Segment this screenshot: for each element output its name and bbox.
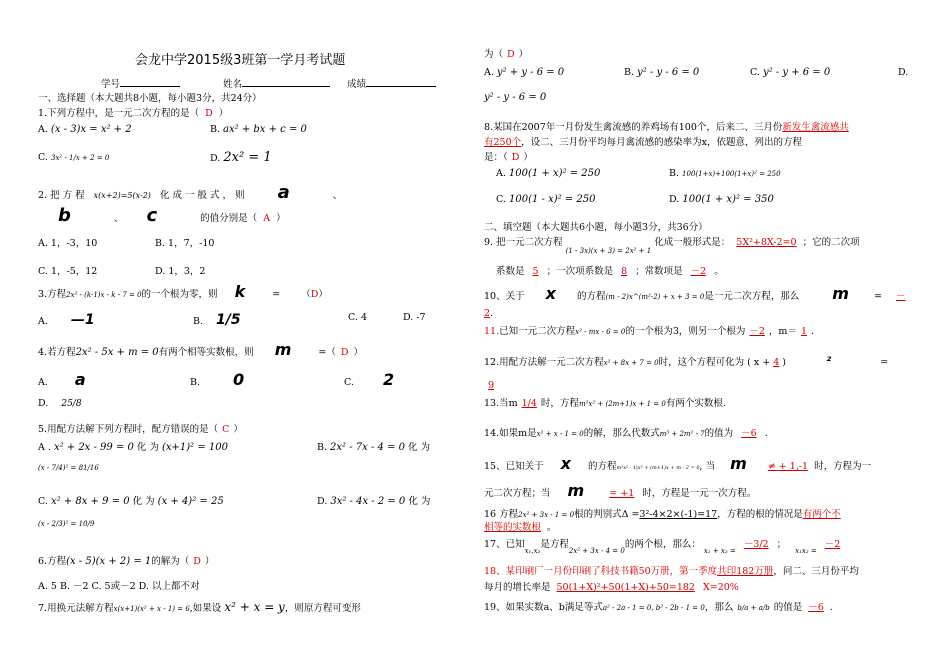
- question-14: 14.如果m是x² + x - 1 = 0的解，那么代数式m³ + 2m² - 7的值为 －6 .: [484, 428, 768, 439]
- question-6-stem: 6.方程(x - 5)(x + 2) = 1的解为（ D ）: [38, 556, 215, 567]
- question-9-line-2: 系数是 5 ；一次项系数是 8 ；常数项是 －2 。: [496, 266, 724, 277]
- q1-option-a: A. (x - 3)x = x² + 2: [38, 124, 132, 135]
- q8-option-d: D. 100(1 + x)² = 350: [669, 194, 774, 205]
- answer-10: －: [895, 291, 906, 302]
- answer-15-b: = +1: [609, 488, 635, 499]
- symbol-m: m: [274, 340, 292, 359]
- question-11: 11.已知一元二次方程x² - mx - 6 = 0的一个根为3，则另一个根为 －2 ，m＝ 1 .: [484, 326, 815, 337]
- q4-option-c: C. 2: [344, 370, 395, 389]
- q2-option-b: B. 1，7，-10: [155, 238, 215, 249]
- question-3-stem: 3.方程2x² - (k-1)x - k - 7 = 0的一个根为零，则 k = （D）: [38, 282, 328, 301]
- question-19: 19、如果实数a、b满足等式a² - 2a - 1 = 0, b² - 2b - 1 = 0，那么 b/a + a/b 的值是 －6 .: [484, 602, 833, 613]
- question-2-stem: 2. 把 方 程 x(x+2)=5(x-2) 化 成 一 般 式 ， 则 a 、: [38, 182, 343, 203]
- q7-option-a: A. y² + y - 6 = 0: [484, 67, 565, 78]
- answer-19: －6: [808, 602, 824, 613]
- answer-6: D: [193, 556, 201, 567]
- question-15-line-1: 15、已知关于 x 的方程m²x² - 1|x² + (m+1)x + m - 2 = 0, 当 m ≠ + 1,-1 时，方程为一: [484, 454, 872, 473]
- question-10-stem: 10、关于 x 的方程(m - 2)x^(m²-2) + x + 3 = 0是一元二次方程，那么 m = －: [484, 284, 906, 303]
- symbol-k: k: [234, 282, 246, 301]
- q7-option-b: B. y² - y - 6 = 0: [624, 67, 700, 78]
- answer-3: D: [310, 289, 319, 300]
- answer-4: D: [340, 347, 349, 358]
- answer-16-roots: 相等的实数根: [484, 522, 542, 533]
- q6-options: A. 5 B. －2 C. 5或－2 D. 以上都不对: [38, 581, 200, 592]
- q1-option-c: C. 3x² - 1/x + 2 = 0: [38, 152, 110, 163]
- q5-option-a: A . x² + 2x - 99 = 0 化 为 (x+1)² = 100: [38, 442, 228, 453]
- q7-option-c: C. y² - y + 6 = 0: [750, 67, 831, 78]
- question-16-line-2: 相等的实数根 。: [484, 522, 557, 533]
- answer-9-a: 5: [532, 266, 539, 277]
- student-no-label: 学号: [101, 79, 121, 90]
- answer-11-root: －2: [749, 326, 765, 337]
- symbol-b: b: [58, 205, 71, 226]
- student-no-blank[interactable]: [120, 77, 180, 87]
- q7-option-d-expr: y² - y - 6 = 0: [484, 92, 547, 103]
- question-18-line-2: 每月的增长率是 50(1+X)²+50(1+X)+50=182 X=20%: [484, 582, 739, 593]
- q7-option-d: D.: [898, 67, 909, 78]
- page-title: 会龙中学2015级3班第一学月考试题: [135, 53, 346, 68]
- q8-option-b: B. 100(1+x)+100(1+x)² = 250: [669, 168, 781, 179]
- q1-option-b: B. ax² + bx + c = 0: [210, 124, 307, 135]
- symbol-a: a: [277, 182, 290, 203]
- question-7-continued: 为（ D ）: [484, 49, 529, 60]
- answer-18-equation: 50(1+X)²+50(1+X)+50=182: [556, 582, 695, 593]
- q3-option-b: B. 1/5: [193, 312, 241, 328]
- q5-option-d: D. 3x² - 4x - 2 = 0 化 为: [317, 496, 431, 507]
- answer-16-discriminant: 3²-4×2×(-1)=17: [639, 509, 718, 520]
- name-label: 姓名: [223, 79, 243, 90]
- answer-13: 1/4: [521, 398, 537, 409]
- score-blank[interactable]: [366, 77, 436, 87]
- question-9-line-1: 9. 把一元二次方程 $_{(1 - 3x)(x + 3) = 2x^2 + 1}$ 化成一般形式是： 5X²+8X-2=0 ；它的二次项: [484, 237, 860, 255]
- question-12: 12.用配方法解一元二次方程x² + 8x + 7 = 0时，这个方程可化为 ( x + 4 ) ² =: [484, 354, 889, 368]
- question-10-answer-cont: 2.: [484, 308, 494, 319]
- q5-option-c: C. x² + 8x + 9 = 0 化 为 (x + 4)² = 25: [38, 496, 224, 507]
- question-16-line-1: 16 方程2x² + 3x - 1 = 0根的判别式Δ =3²-4×2×(-1)=17，方程的根的情况是有两个不: [484, 509, 841, 520]
- q4-option-a: A. a: [38, 370, 86, 389]
- answer-8: D: [511, 152, 520, 163]
- q4-option-d: D. 25/8: [38, 398, 82, 409]
- section-2-heading: 二、填空题（本大题共6小题，每小题3分，共36分）: [484, 222, 708, 233]
- question-17: 17、已知$_{x_1,x_2}$是方程$_{2x^2 + 3x - 4 = 0}$的两个根，那么： $_{x_1 + x_2 =}$－3/2 ； $_{x_1x_2 =}$－2: [484, 539, 841, 555]
- q5-option-b-result: (x - 7/4)² = 81/16: [38, 464, 99, 472]
- q5-option-b: B. 2x² - 7x - 4 = 0 化 为: [317, 442, 431, 453]
- question-12-answer: [488, 380, 494, 392]
- question-7-stem: 7.用换元法解方程x(x+1)(x² + x - 1) = 6,如果设 x² + x = y，则原方程可变形: [38, 600, 361, 614]
- q4-option-b: B. 0: [190, 370, 245, 389]
- answer-7: D: [507, 49, 515, 60]
- name-blank[interactable]: [242, 77, 330, 87]
- q5-option-d-result: (x - 2/3)² = 10/9: [38, 520, 95, 528]
- question-4-stem: 4.若方程2x² - 5x + m = 0有两个相等实数根，则 m =（ D ）: [38, 340, 364, 359]
- q3-option-d: D. -7: [403, 312, 426, 323]
- question-2-stem-cont: b 、 c 的值分别是（ A ）: [58, 205, 286, 226]
- question-13: 13.当m 1/4 时，方程m²x² + (2m+1)x + 1 = 0有两个实数根.: [484, 398, 726, 409]
- question-8-line-1: 8.某国在2007年一月份发生禽流感的养鸡场有100个，后来二、三月份新发生禽流感共: [484, 122, 849, 133]
- answer-5: C: [222, 424, 230, 435]
- answer-9-c: －2: [690, 266, 707, 277]
- answer-14: －6: [741, 428, 757, 439]
- question-8-line-3: 是：（ D ）: [484, 152, 533, 163]
- section-1-heading: 一、选择题（本大题共8小题，每小题3分，共24分）: [38, 93, 262, 104]
- answer-9-b: 8: [621, 266, 628, 277]
- q2-option-c: C. 1，-5，12: [38, 266, 98, 277]
- answer-11-m: 1: [800, 326, 807, 337]
- answer-9-general-form: 5X²+8X-2=0: [736, 237, 797, 248]
- answer-1: D: [205, 108, 213, 119]
- answer-18-rate: X=20%: [702, 582, 739, 593]
- q2-option-d: D. 1，3，2: [155, 266, 206, 277]
- question-5-stem: 5.用配方法解下列方程时，配方错误的是（ C ）: [38, 424, 243, 435]
- q8-option-c: C. 100(1 - x)² = 250: [496, 194, 596, 205]
- answer-12-a: 4: [773, 357, 780, 368]
- q8-option-a: A. 100(1 + x)² = 250: [496, 168, 601, 179]
- score-label: 成绩: [347, 79, 367, 90]
- q3-option-a: A. —1: [38, 312, 95, 328]
- q1-option-d: D. 2x² = 1: [210, 150, 272, 165]
- answer-15-a: ≠ + 1,-1: [767, 461, 809, 472]
- q3-option-c: C. 4: [348, 312, 368, 323]
- answer-12-b: 9: [488, 380, 495, 391]
- answer-17-sum: －3/2: [743, 539, 769, 550]
- question-8-line-2: 有250个，设二、三月份平均每月禽流感的感染率为x，依题意，列出的方程: [484, 137, 802, 148]
- question-1-stem: 1.下列方程中，是一元二次方程的是（ D ）: [38, 108, 229, 119]
- q2-option-a: A. 1，-3，10: [38, 238, 98, 249]
- question-18-line-1: 18、某印刷厂一月份印刷了科技书籍50万册，第一季度共印182万册，问二、三月份平均: [484, 566, 859, 577]
- answer-17-product: －2: [824, 539, 841, 550]
- symbol-c: c: [146, 205, 158, 226]
- answer-2: A: [263, 213, 271, 224]
- question-15-line-2: 元二次方程；当 m = +1 时，方程是一元一次方程。: [484, 481, 757, 500]
- student-info: [101, 77, 436, 91]
